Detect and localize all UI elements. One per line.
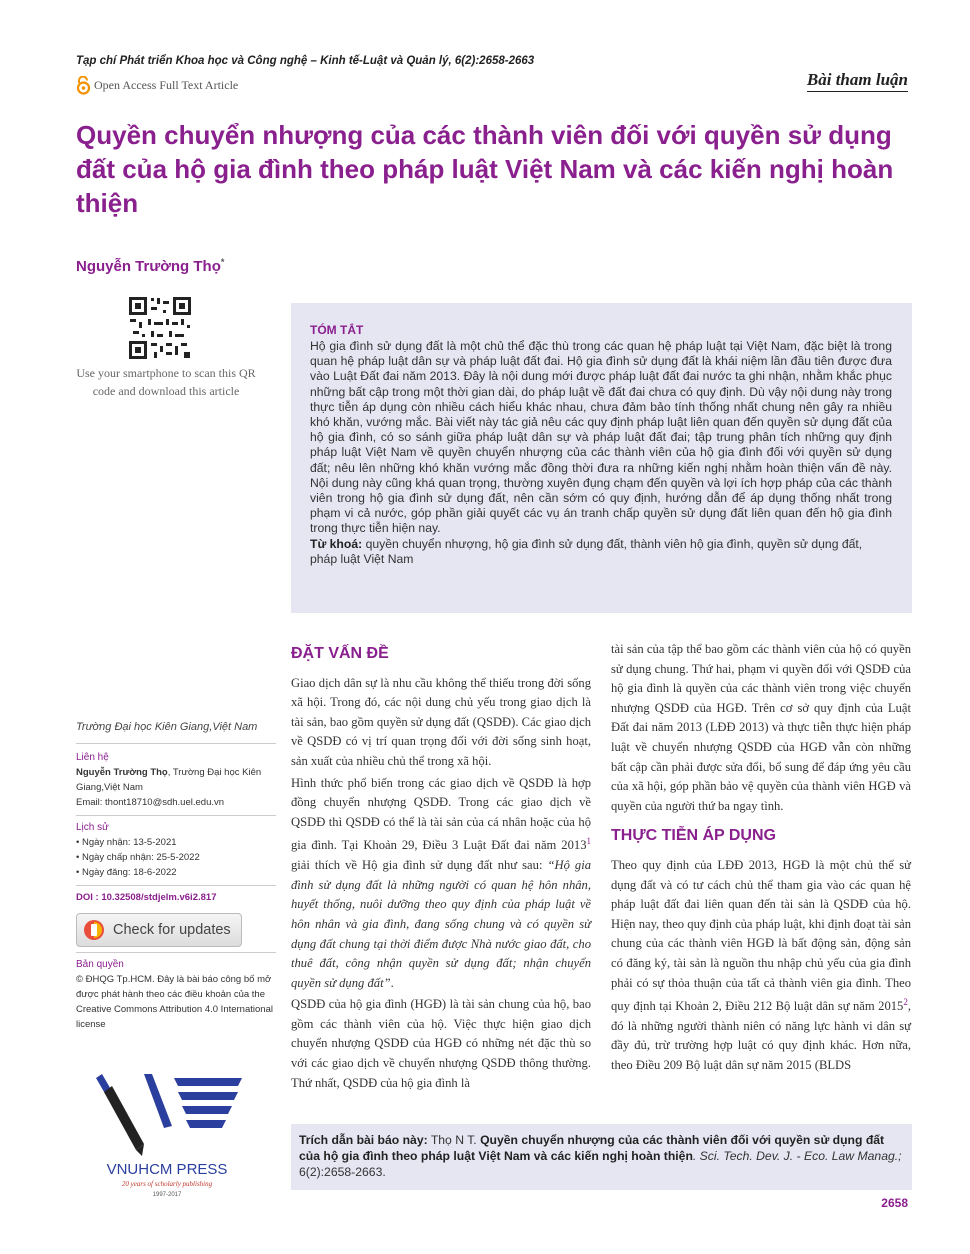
history-block xyxy=(76,820,276,886)
abstract-box xyxy=(291,303,912,613)
paragraph: Giao dịch dân sự là nhu cầu không thể thiếu trong đời sống xã hội. Trong đó, các nội dung chủ yếu trong giao dịch là tài sản, bao gồm quyền sử dụng đất (QSDĐ). Các giao dịch về QSDĐ có vị trí quan trọng đối với đời sống sinh hoạt, sản xuất của nhiều chủ thể trong xã hội. xyxy=(291,675,591,768)
doi-block xyxy=(76,890,276,953)
abstract-heading: TÓM TẮT xyxy=(310,323,364,337)
publisher-name: VNUHCM PRESS xyxy=(106,1161,228,1178)
affiliation: Trường Đại học Kiên Giang,Việt Nam xyxy=(76,720,276,744)
contact-block xyxy=(76,750,276,816)
check-updates-label: Check for updates xyxy=(113,921,231,938)
legal-quote: “Hộ gia đình sử dụng đất là những người có quan hệ hôn nhân, huyết thống, nuôi dưỡng theo quy định của pháp luật về hôn nhân và gia đình, đang sống chung và có quyền sử dụng đất chung tại thời điểm được Nhà nước giao đất, cho thuê đất, công nhận quyền sử dụng đất; nhận chuyển quyền sử dụng đất” xyxy=(291,858,591,990)
publisher-logo xyxy=(92,1070,242,1200)
citation-box xyxy=(291,1124,912,1190)
body-column-left xyxy=(291,640,591,1095)
citation-journal: . Sci. Tech. Dev. J. - Eco. Law Manag.; xyxy=(692,1149,902,1163)
body-column-right xyxy=(611,640,911,1078)
date-accepted: • Ngày chấp nhận: 25-5-2022 xyxy=(76,852,200,863)
contact-email[interactable]: Email: thont18710@sdh.uel.edu.vn xyxy=(76,797,225,808)
citation-volume: 6(2):2658-2663. xyxy=(299,1165,386,1179)
article-type: Bài tham luận xyxy=(807,70,908,92)
open-access-label: Open Access Full Text Article xyxy=(94,78,239,92)
open-access-line xyxy=(76,76,238,95)
paragraph-text: Theo quy định của LĐĐ 2013, HGĐ là một chủ thể sử dụng đất và có tư cách chủ thể tham gia vào các quan hệ pháp luật đất đai liên quan đến tài sản là QSDĐ của hộ. Hiện nay, theo quy định của pháp luật, khi định đoạt tài sản chung của các thành viên HGĐ là bất động sản, động sản có đăng ký, tài sản là nguồn thu nhập chủ yếu của gia đình phải có sự thỏa thuận của tất cả thành viên gia đình. Theo quy định tại Khoản 2, Điều 212 Bộ luật dân sự năm 2015 xyxy=(611,857,911,1014)
doi-link[interactable]: DOI : 10.32508/stdjelm.v6i2.817 xyxy=(76,892,217,903)
open-access-icon xyxy=(76,76,91,95)
contact-name: Nguyễn Trường Thọ xyxy=(76,767,168,778)
citation-authors: Thọ N T. xyxy=(427,1133,481,1147)
author-mark: * xyxy=(220,257,225,267)
author[interactable] xyxy=(76,257,224,275)
date-received: • Ngày nhận: 13-5-2021 xyxy=(76,837,177,848)
keywords-text: quyền chuyển nhượng, hộ gia đình sử dụng đất, thành viên hộ gia đình, quyền sử dụng đất, pháp luật Việt Nam xyxy=(310,536,863,566)
date-published: • Ngày đăng: 18-6-2022 xyxy=(76,867,177,878)
paragraph-text: giải thích về Hộ gia đình sử dụng đất như sau: xyxy=(291,858,548,873)
check-for-updates-button[interactable] xyxy=(76,913,242,947)
copyright-heading: Bản quyền xyxy=(76,959,124,970)
paragraph xyxy=(611,856,911,1076)
contact-heading: Liên hệ xyxy=(76,752,109,763)
paragraph-text: Hình thức phổ biến trong các giao dịch về QSDĐ là hợp đồng chuyển nhượng QSDĐ. Trong các giao dịch về QSDĐ thì QSDĐ có thể là tài sản của cá nhân hoặc của hộ gia đình. Tại Khoản 29, Điều 3 Luật Đất đai năm 2013 xyxy=(291,775,591,853)
keywords-label: Từ khoá: xyxy=(310,536,363,551)
page-number: 2658 xyxy=(881,1196,908,1210)
copyright-text: © ĐHQG Tp.HCM. Đây là bài báo công bố mở được phát hành theo các điều khoản của the Creative Commons Attribution 4.0 International license xyxy=(76,974,273,1030)
qr-code[interactable] xyxy=(128,296,192,360)
publisher-tagline: 20 years of scholarly publishing xyxy=(121,1180,213,1188)
reference-marker[interactable]: 2 xyxy=(903,997,908,1008)
paragraph-text: . xyxy=(390,975,394,990)
section-heading-introduction: ĐẶT VẤN ĐỀ xyxy=(291,645,389,662)
copyright-block xyxy=(76,957,276,1032)
author-name: Nguyễn Trường Thọ xyxy=(76,258,221,275)
paragraph: QSDĐ của hộ gia đình (HGĐ) là tài sản chung của hộ, bao gồm các thành viên của hộ. Việc thực hiện giao dịch chuyển nhượng QSDĐ của HGĐ có những nét đặc thù so với các giao dịch về chuyển nhượng QSDĐ thông thường. Thứ nhất, QSDĐ của hộ gia đình là xyxy=(291,997,591,1090)
qr-caption: Use your smartphone to scan this QR code and download this article xyxy=(76,366,256,398)
reference-marker[interactable]: 1 xyxy=(586,836,591,847)
contact-affiliation: , Trường Đại học Kiên Giang,Việt Nam xyxy=(76,767,262,793)
sidebar xyxy=(76,720,276,1032)
article-title: Quyền chuyển nhượng của các thành viên đối với quyền sử dụng đất của hộ gia đình theo pháp luật Việt Nam và các kiến nghị hoàn thiện xyxy=(76,120,894,218)
paragraph-text: , đó là những người thành niên có năng lực hành vi dân sự đầy đủ, trừ trường hợp luật có quy định khác. Hơn nữa, theo Điều 209 Bộ luật dân sự năm 2015 (BLDS xyxy=(611,999,911,1073)
abstract-text: Hộ gia đình sử dụng đất là một chủ thể đặc thù trong các quan hệ pháp luật tại Việt Nam, đặc biệt là trong quan hệ pháp luật dân sự và pháp luật đất đai. Hộ gia đình sử dụng đất là khái niệm lần đầu tiên được đưa vào Luật Đất đai năm 2013. Đây là nội dung mới được pháp luật đất đai nước ta ghi nhận, nhằm khắc phục những bất cập trong một thời gian dài, do pháp luật về đất đai chưa có quy định. Dù vậy nội dung này trong thực tiễn áp dụng còn nhiều cách hiểu khác nhau, chưa đảm bảo tính thống nhất chung nên gây ra nhiều khó khăn, vướng mắc. Bài viết này tác giả nêu các quy định pháp luật liên quan đến quyền sử dụng đất của hộ gia đình, có so sánh giữa pháp luật dân sự và pháp luật đất đai; tập trung phân tích những quy định pháp luật Việt Nam về quyền chuyển nhượng của các thành viên của hộ gia đình đối với quyền sử dụng đất; nêu lên những khó khăn vướng mắc đồng thời đưa ra những kiến nghị nhằm hoàn thiện vấn đề này. Nội dung này cũng khá quan trọng, thường xuyên đụng chạm đến quyền và lợi ích hợp pháp của các thành viên trong hộ gia đình sử dụng đất, nên cần sớm có quy định, hướng dẫn để áp dụng thống nhất trong phạm vi cả nước, góp phần giải quyết các vụ án tranh chấp quyền sử dụng đất liên quan đến hộ gia đình trong thực tiễn hiện nay. xyxy=(310,339,892,536)
paragraph xyxy=(291,774,591,994)
citation-label: Trích dẫn bài báo này: xyxy=(299,1133,428,1147)
section-heading-practice: THỰC TIỄN ÁP DỤNG xyxy=(611,827,776,845)
paragraph: tài sản của tập thể bao gồm các thành viên của hộ có quyền sử dụng chung. Thứ hai, phạm vi quyền đối với QSDĐ của hộ gia đình là quyền của các thành viên trong việc chuyển nhượng QSDĐ của HGĐ. Trên cơ sở quy định của Luật Đất đai năm 2013 (LĐĐ 2013) và thực tiễn thực hiện pháp luật về chuyển nhượng QSDĐ của HGĐ vẫn còn những bất cập cần phải được sửa đổi, bổ sung để đáp ứng yêu cầu của xã hội, góp phần bảo vệ quyền của thành viên HGĐ và quyền của người thứ ba ngay tình. xyxy=(611,642,911,813)
check-updates-icon xyxy=(83,919,105,941)
publisher-years: 1997-2017 xyxy=(152,1192,182,1198)
citation-title: Quyền chuyển nhượng của các thành viên đối với quyền sử dụng đất của hộ gia đình theo pháp luật Việt Nam và các kiến nghị hoàn thiện xyxy=(299,1133,885,1163)
history-heading: Lịch sử xyxy=(76,822,109,833)
keywords xyxy=(310,537,892,567)
journal-reference: Tạp chí Phát triển Khoa học và Công nghệ – Kinh tế-Luật và Quản lý, 6(2):2658-2663 xyxy=(76,55,535,67)
